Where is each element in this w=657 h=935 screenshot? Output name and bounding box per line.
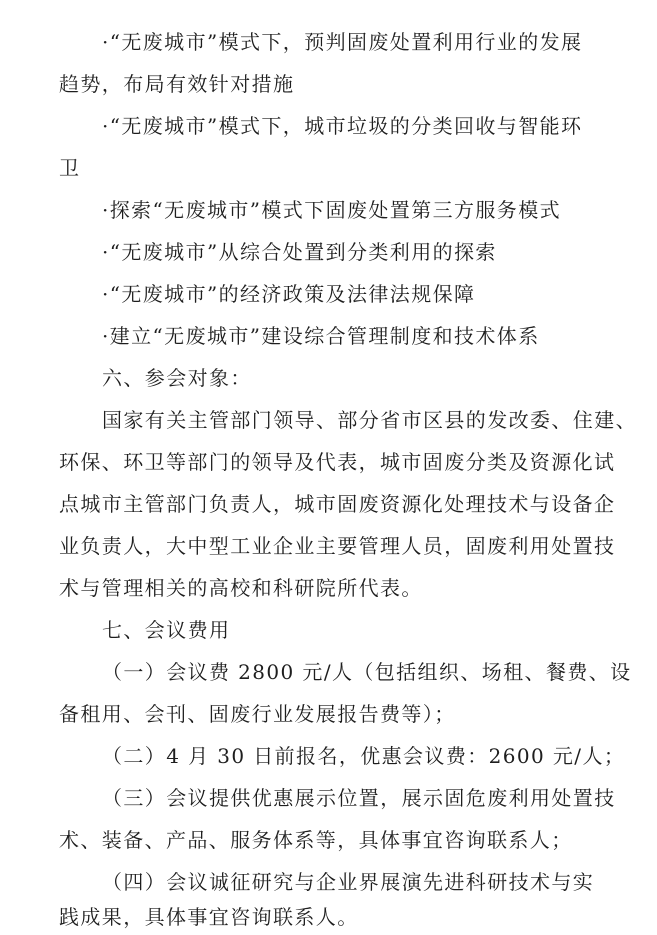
text-line: 践成果，具体事宜咨询联系人。 <box>59 905 359 929</box>
text-line: （一）会议费 2800 元/人（包括组织、场租、餐费、设 <box>102 660 632 684</box>
text-line: 国家有关主管部门领导、部分省市区县的发改委、住建、 <box>102 408 637 432</box>
text-line: 术、装备、产品、服务体系等，具体事宜咨询联系人； <box>59 828 573 852</box>
bullet-line: ·“无废城市”模式下，城市垃圾的分类回收与智能环 <box>102 114 583 138</box>
bullet-line: ·“无废城市”的经济政策及法律法规保障 <box>102 282 476 306</box>
bullet-line: ·“无废城市”从综合处置到分类利用的探索 <box>102 240 497 264</box>
section-heading: 六、参会对象： <box>102 366 252 390</box>
text-line: （三）会议提供优惠展示位置，展示固危废利用处置技 <box>102 786 616 810</box>
bullet-line: ·建立“无废城市”建设综合管理制度和技术体系 <box>102 324 540 348</box>
text-line: 点城市主管部门负责人，城市固废资源化处理技术与设备企 <box>59 492 616 516</box>
text-line: 备租用、会刊、固废行业发展报告费等）； <box>59 702 456 726</box>
text-line: 业负责人，大中型工业企业主要管理人员，固废利用处置技 <box>59 534 616 558</box>
text-line: （四）会议诚征研究与企业界展演先进科研技术与实 <box>102 870 595 894</box>
text-line: 趋势，布局有效针对措施 <box>59 72 295 96</box>
bullet-line: ·“无废城市”模式下，预判固废处置利用行业的发展 <box>102 30 583 54</box>
bullet-line: ·探索“无废城市”模式下固废处置第三方服务模式 <box>102 198 562 222</box>
text-line: （二）4 月 30 日前报名，优惠会议费：2600 元/人； <box>102 744 626 768</box>
text-line: 术与管理相关的高校和科研院所代表。 <box>59 576 423 600</box>
text-line: 卫 <box>59 156 81 180</box>
section-heading: 七、会议费用 <box>102 618 231 642</box>
text-line: 环保、环卫等部门的领导及代表，城市固废分类及资源化试 <box>59 450 616 474</box>
